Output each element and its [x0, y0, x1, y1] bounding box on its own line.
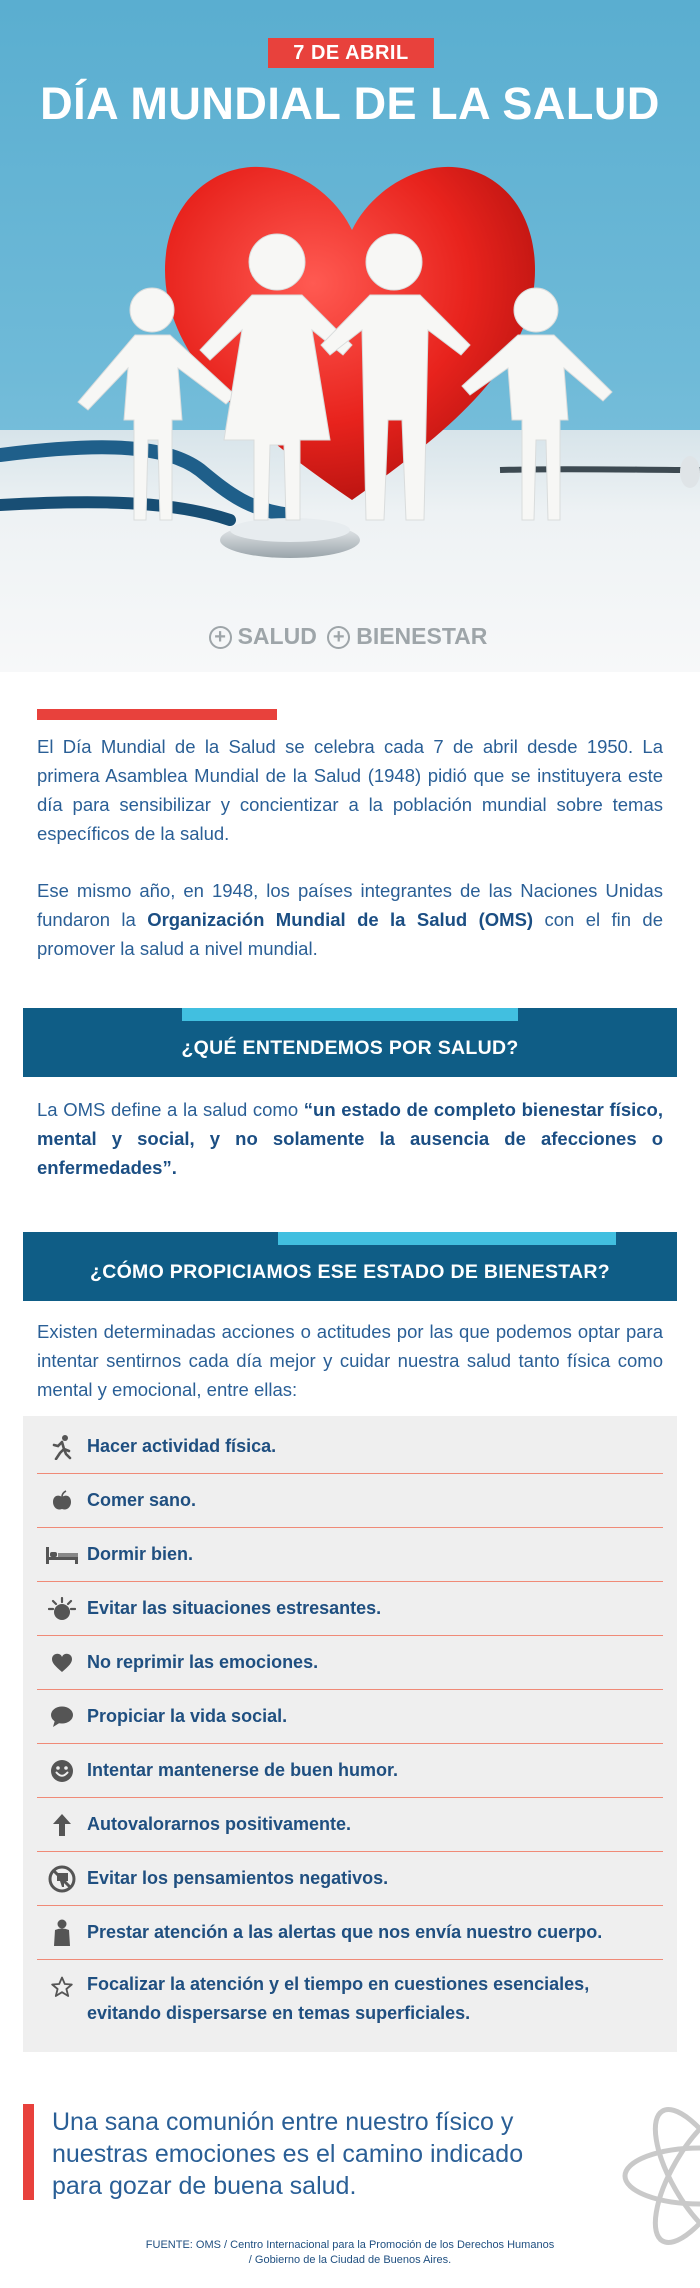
hero-banner	[0, 0, 700, 672]
health-definition	[37, 1095, 663, 1182]
list-item	[37, 1744, 663, 1798]
plus-circle-icon: +	[327, 626, 350, 649]
list-item	[37, 1420, 663, 1474]
definition-lead: La OMS define a la salud como	[37, 1099, 304, 1120]
oms-name: Organización Mundial de la Salud (OMS)	[147, 909, 534, 930]
brand-logo	[0, 623, 700, 650]
quote-accent-bar	[23, 2104, 34, 2200]
quote-text: Una sana comunión entre nuestro físico y nuestras emociones es el camino indicado para gozar de buena salud.	[52, 2108, 524, 2200]
running-icon	[37, 1434, 87, 1460]
list-item	[37, 1852, 663, 1906]
apple-icon	[37, 1490, 87, 1512]
list-item	[37, 1636, 663, 1690]
list-item-label: Hacer actividad física.	[87, 1436, 277, 1456]
list-item-label: No reprimir las emociones.	[87, 1652, 319, 1672]
list-item-label: Autovalorarnos positivamente.	[87, 1814, 352, 1834]
plus-circle-icon: +	[209, 626, 232, 649]
page-title: DÍA MUNDIAL DE LA SALUD	[40, 78, 660, 129]
list-item	[37, 1798, 663, 1852]
wellbeing-actions-list	[23, 1416, 677, 2052]
brand-salud: SALUD	[237, 623, 317, 649]
header-accent	[182, 1008, 518, 1021]
heart-icon	[37, 1653, 87, 1673]
definition-quote: “un estado de completo bienestar físico, mental y social, y no solamente la ausencia de afecciones o enfermedades”.	[37, 1099, 663, 1178]
list-item-label: Focalizar la atención y el tiempo en cuestiones esenciales, evitando dispersarse en temas superficiales.	[87, 1974, 590, 2023]
list-item-label: Dormir bien.	[87, 1544, 194, 1564]
intro-p2-end: con el fin de promover la salud a nivel mundial.	[37, 909, 663, 959]
no-thumbs-down-icon	[37, 1865, 87, 1893]
list-item-label: Prestar atención a las alertas que nos envía nuestro cuerpo.	[87, 1922, 603, 1942]
arrow-up-icon	[37, 1813, 87, 1837]
list-item	[37, 1474, 663, 1528]
section-title: ¿QUÉ ENTENDEMOS POR SALUD?	[181, 1037, 519, 1059]
date-badge: 7 DE ABRIL	[268, 38, 434, 68]
atom-decoration-icon	[610, 2086, 700, 2266]
stress-icon	[37, 1597, 87, 1621]
source-line-1: FUENTE: OMS / Centro Internacional para la Promoción de los Derechos Humanos	[145, 2239, 555, 2251]
person-icon	[37, 1919, 87, 1947]
list-item-label: Propiciar la vida social.	[87, 1706, 288, 1726]
list-item	[37, 1690, 663, 1744]
accent-divider	[37, 709, 277, 720]
list-item-label: Evitar los pensamientos negativos.	[87, 1868, 389, 1888]
list-item	[37, 1528, 663, 1582]
section-header-salud	[23, 1008, 677, 1077]
intro-paragraph-1: El Día Mundial de la Salud se celebra cada 7 de abril desde 1950. La primera Asamblea Mundial de la Salud (1948) pidió que se instituyera este día para sensibilizar y concientizar a la población mundial sobre temas específicos de la salud.	[37, 736, 663, 844]
list-item-label: Intentar mantenerse de buen humor.	[87, 1760, 399, 1780]
actions-intro: Existen determinadas acciones o actitudes por las que podemos optar para intentar sentirnos cada día mejor y cuidar nuestra salud tanto física como mental y emocional, entre ellas:	[37, 1321, 663, 1400]
section-title: ¿CÓMO PROPICIAMOS ESE ESTADO DE BIENESTAR?	[90, 1261, 610, 1283]
list-item	[37, 1582, 663, 1636]
section-header-bienestar	[23, 1232, 677, 1301]
list-item-label: Evitar las situaciones estresantes.	[87, 1598, 382, 1618]
header-accent	[278, 1232, 616, 1245]
list-item	[37, 1960, 663, 2038]
source-footer	[0, 2234, 700, 2288]
bed-icon	[37, 1545, 87, 1565]
intro-paragraph-2	[37, 876, 663, 963]
list-item-label: Comer sano.	[87, 1490, 197, 1510]
star-icon	[37, 1970, 87, 1998]
brand-bienestar: BIENESTAR	[356, 623, 488, 649]
intro-p2-text: Ese mismo año, en 1948, los países integrantes de las Naciones Unidas fundaron la	[37, 880, 663, 930]
smiley-icon	[37, 1759, 87, 1783]
intro-section	[0, 709, 700, 963]
speech-bubble-icon	[37, 1706, 87, 1728]
closing-quote	[0, 2104, 700, 2234]
list-item	[37, 1906, 663, 1960]
source-line-2: / Gobierno de la Ciudad de Buenos Aires.	[248, 2254, 452, 2266]
